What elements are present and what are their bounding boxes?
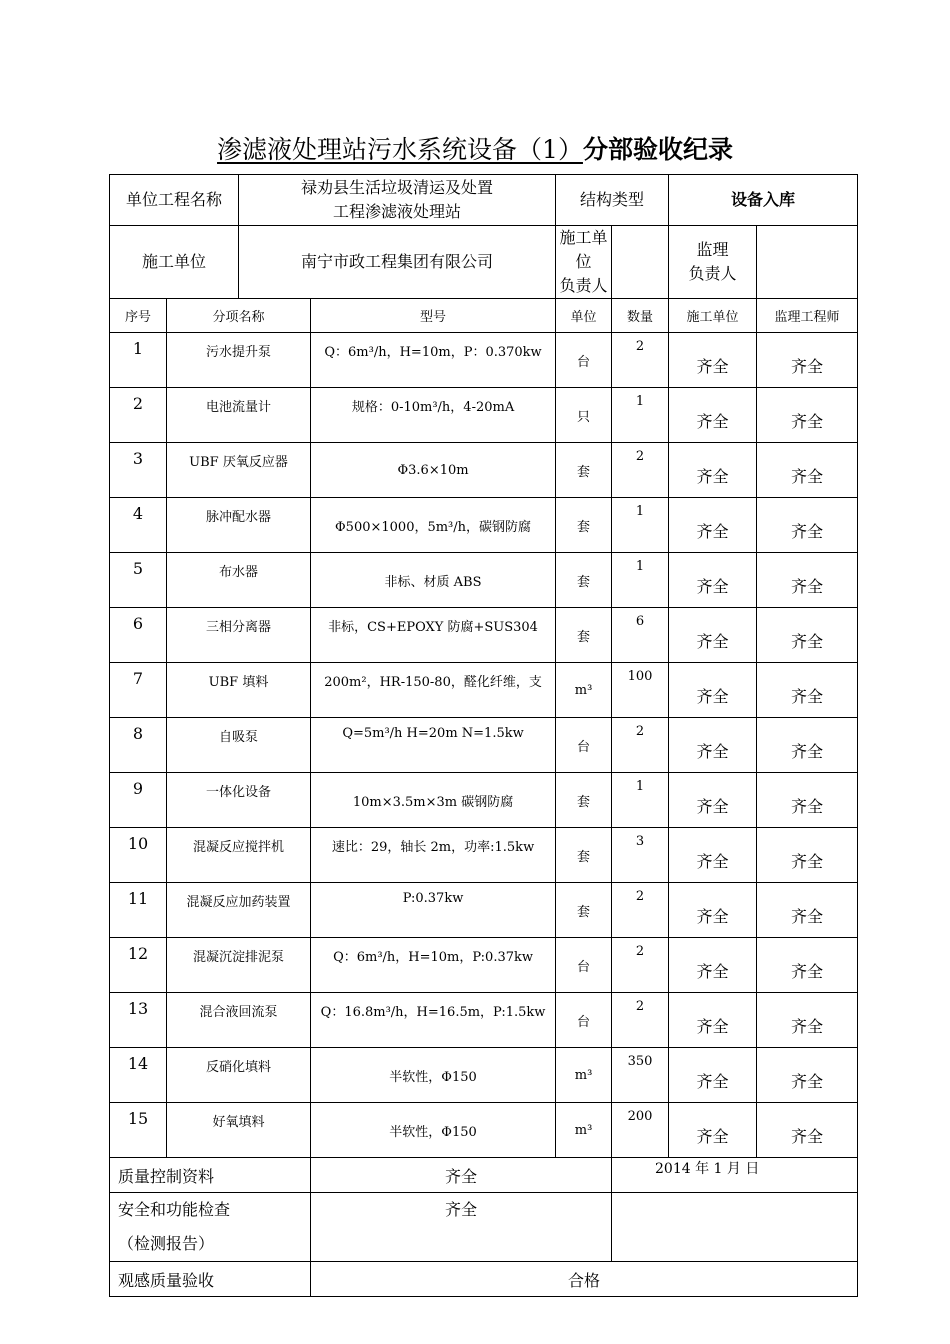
row-seq: 1 xyxy=(110,333,167,388)
row-qty: 2 xyxy=(612,718,669,773)
row-supervisor-check: 齐全 xyxy=(757,1103,858,1158)
row-model: 半软性，Φ150 xyxy=(311,1048,556,1103)
row-contractor-check: 齐全 xyxy=(669,1048,757,1103)
visual-row xyxy=(110,1262,858,1297)
row-seq: 14 xyxy=(110,1048,167,1103)
table-row xyxy=(110,1103,858,1158)
row-model: 速比：29，轴长 2m，功率:1.5kw xyxy=(311,828,556,883)
row-model: 200m²，HR-150-80，醛化纤维，支 xyxy=(311,663,556,718)
row-unit: m³ xyxy=(556,1103,612,1158)
column-header-row xyxy=(110,299,858,333)
row-name: 混凝沉淀排泥泵 xyxy=(167,938,311,993)
row-seq: 7 xyxy=(110,663,167,718)
row-unit: 套 xyxy=(556,883,612,938)
row-contractor-check: 齐全 xyxy=(669,993,757,1048)
row-supervisor-check: 齐全 xyxy=(757,993,858,1048)
col-header-unit: 单位 xyxy=(556,299,612,333)
col-header-supervisor: 监理工程师 xyxy=(757,299,858,333)
row-name: UBF 厌氧反应器 xyxy=(167,443,311,498)
row-qty: 2 xyxy=(612,938,669,993)
contractor-label: 施工单位 xyxy=(110,226,239,299)
row-qty: 1 xyxy=(612,498,669,553)
project-name-line-2: 工程渗滤液处理站 xyxy=(333,202,462,221)
row-supervisor-check: 齐全 xyxy=(757,333,858,388)
table-row xyxy=(110,498,858,553)
row-contractor-check: 齐全 xyxy=(669,663,757,718)
row-name: 反硝化填料 xyxy=(167,1048,311,1103)
table-row xyxy=(110,938,858,993)
row-qty: 3 xyxy=(612,828,669,883)
row-contractor-check: 齐全 xyxy=(669,388,757,443)
acceptance-grid xyxy=(109,174,858,1297)
row-unit: 台 xyxy=(556,938,612,993)
row-contractor-check: 齐全 xyxy=(669,498,757,553)
row-name: 电池流量计 xyxy=(167,388,311,443)
row-model: 非标，CS+EPOXY 防腐+SUS304 xyxy=(311,608,556,663)
row-qty: 1 xyxy=(612,553,669,608)
table-row xyxy=(110,993,858,1048)
row-unit: 套 xyxy=(556,828,612,883)
row-unit: 台 xyxy=(556,993,612,1048)
row-unit: 套 xyxy=(556,498,612,553)
row-model: 规格：0-10m³/h，4-20mA xyxy=(311,388,556,443)
row-model: Φ3.6×10m xyxy=(311,443,556,498)
row-supervisor-check: 齐全 xyxy=(757,718,858,773)
row-contractor-check: 齐全 xyxy=(669,608,757,663)
supervisor-label-line-2: 负责人 xyxy=(688,264,737,283)
row-name: 脉冲配水器 xyxy=(167,498,311,553)
col-header-contractor: 施工单位 xyxy=(669,299,757,333)
qc-value: 齐全 xyxy=(311,1158,612,1193)
structure-type-value: 设备入库 xyxy=(669,175,858,226)
row-seq: 10 xyxy=(110,828,167,883)
row-supervisor-check: 齐全 xyxy=(757,938,858,993)
row-seq: 5 xyxy=(110,553,167,608)
col-header-qty: 数量 xyxy=(612,299,669,333)
row-name: 污水提升泵 xyxy=(167,333,311,388)
contractor-value: 南宁市政工程集团有限公司 xyxy=(239,226,556,299)
contractor-leader-label xyxy=(556,226,612,299)
row-name: 混凝反应加药装置 xyxy=(167,883,311,938)
project-name-line-1: 禄劝县生活垃圾清运及处置 xyxy=(301,178,494,197)
leader-label-line-1: 施工单位 xyxy=(559,228,608,271)
row-contractor-check: 齐全 xyxy=(669,828,757,883)
row-seq: 3 xyxy=(110,443,167,498)
date-line: 2014 年 1 月 日 xyxy=(655,1161,760,1177)
row-seq: 6 xyxy=(110,608,167,663)
safety-label xyxy=(110,1193,311,1262)
leader-label-line-2: 负责人 xyxy=(559,276,608,295)
row-contractor-check: 齐全 xyxy=(669,333,757,388)
document-title xyxy=(0,133,950,167)
row-unit: 套 xyxy=(556,443,612,498)
table-row xyxy=(110,553,858,608)
project-name-value xyxy=(239,175,556,226)
row-supervisor-check: 齐全 xyxy=(757,553,858,608)
row-unit: 套 xyxy=(556,773,612,828)
qc-label: 质量控制资料 xyxy=(110,1158,311,1193)
row-model: 半软性，Φ150 xyxy=(311,1103,556,1158)
safety-row xyxy=(110,1193,858,1262)
row-contractor-check: 齐全 xyxy=(669,883,757,938)
row-contractor-check: 齐全 xyxy=(669,938,757,993)
item-rows xyxy=(110,333,858,1158)
row-unit: 套 xyxy=(556,553,612,608)
safety-label-line-1: 安全和功能检查 xyxy=(118,1200,231,1219)
table-row xyxy=(110,1048,858,1103)
row-seq: 9 xyxy=(110,773,167,828)
row-qty: 6 xyxy=(612,608,669,663)
row-supervisor-check: 齐全 xyxy=(757,773,858,828)
row-qty: 2 xyxy=(612,993,669,1048)
row-unit: 台 xyxy=(556,333,612,388)
table-row xyxy=(110,333,858,388)
row-contractor-check: 齐全 xyxy=(669,1103,757,1158)
row-model: 非标、材质 ABS xyxy=(311,553,556,608)
row-name: 混凝反应搅拌机 xyxy=(167,828,311,883)
col-header-seq: 序号 xyxy=(110,299,167,333)
table-row xyxy=(110,388,858,443)
row-contractor-check: 齐全 xyxy=(669,553,757,608)
row-supervisor-check: 齐全 xyxy=(757,388,858,443)
row-unit: 套 xyxy=(556,608,612,663)
row-supervisor-check: 齐全 xyxy=(757,828,858,883)
col-header-name: 分项名称 xyxy=(167,299,311,333)
row-model: 10m×3.5m×3m 碳钢防腐 xyxy=(311,773,556,828)
title-main: 渗滤液处理站污水系统设备（1） xyxy=(217,135,583,164)
row-contractor-check: 齐全 xyxy=(669,773,757,828)
row-name: 混合液回流泵 xyxy=(167,993,311,1048)
row-supervisor-check: 齐全 xyxy=(757,883,858,938)
table-row xyxy=(110,718,858,773)
row-supervisor-check: 齐全 xyxy=(757,608,858,663)
row-name: 三相分离器 xyxy=(167,608,311,663)
row-supervisor-check: 齐全 xyxy=(757,498,858,553)
row-unit: 只 xyxy=(556,388,612,443)
row-qty: 2 xyxy=(612,333,669,388)
row-name: UBF 填料 xyxy=(167,663,311,718)
structure-type-label: 结构类型 xyxy=(556,175,669,226)
safety-remark xyxy=(612,1193,858,1262)
row-model: Φ500×1000，5m³/h，碳钢防腐 xyxy=(311,498,556,553)
row-seq: 8 xyxy=(110,718,167,773)
row-supervisor-check: 齐全 xyxy=(757,663,858,718)
row-qty: 2 xyxy=(612,443,669,498)
supervisor-label-line-1: 监理 xyxy=(696,240,729,259)
row-seq: 12 xyxy=(110,938,167,993)
row-seq: 11 xyxy=(110,883,167,938)
safety-value: 齐全 xyxy=(311,1193,612,1262)
visual-label: 观感质量验收 xyxy=(110,1262,311,1297)
row-name: 布水器 xyxy=(167,553,311,608)
project-name-label: 单位工程名称 xyxy=(110,175,239,226)
col-header-model: 型号 xyxy=(311,299,556,333)
row-model: P:0.37kw xyxy=(311,883,556,938)
row-qty: 100 xyxy=(612,663,669,718)
row-model: Q=5m³/h H=20m N=1.5kw xyxy=(311,718,556,773)
row-qty: 200 xyxy=(612,1103,669,1158)
table-row xyxy=(110,663,858,718)
row-contractor-check: 齐全 xyxy=(669,718,757,773)
visual-value: 合格 xyxy=(311,1262,858,1297)
table-row xyxy=(110,608,858,663)
table-row xyxy=(110,883,858,938)
supervisor-leader-label xyxy=(669,226,757,299)
row-seq: 4 xyxy=(110,498,167,553)
safety-label-line-2: （检测报告） xyxy=(118,1234,215,1253)
row-seq: 13 xyxy=(110,993,167,1048)
title-suffix: 分部验收纪录 xyxy=(582,135,733,164)
row-name: 自吸泵 xyxy=(167,718,311,773)
row-unit: m³ xyxy=(556,1048,612,1103)
row-unit: m³ xyxy=(556,663,612,718)
contractor-leader-value xyxy=(612,226,669,299)
row-unit: 台 xyxy=(556,718,612,773)
row-qty: 1 xyxy=(612,773,669,828)
supervisor-leader-value xyxy=(757,226,858,299)
table-row xyxy=(110,443,858,498)
row-model: Q：6m³/h，H=10m，P:0.37kw xyxy=(311,938,556,993)
row-seq: 2 xyxy=(110,388,167,443)
row-model: Q：6m³/h，H=10m，P：0.370kw xyxy=(311,333,556,388)
row-contractor-check: 齐全 xyxy=(669,443,757,498)
row-qty: 2 xyxy=(612,883,669,938)
row-seq: 15 xyxy=(110,1103,167,1158)
row-supervisor-check: 齐全 xyxy=(757,443,858,498)
row-qty: 1 xyxy=(612,388,669,443)
row-supervisor-check: 齐全 xyxy=(757,1048,858,1103)
row-name: 好氧填料 xyxy=(167,1103,311,1158)
row-model: Q：16.8m³/h，H=16.5m，P:1.5kw xyxy=(311,993,556,1048)
table-row xyxy=(110,828,858,883)
table-row xyxy=(110,773,858,828)
row-name: 一体化设备 xyxy=(167,773,311,828)
row-qty: 350 xyxy=(612,1048,669,1103)
